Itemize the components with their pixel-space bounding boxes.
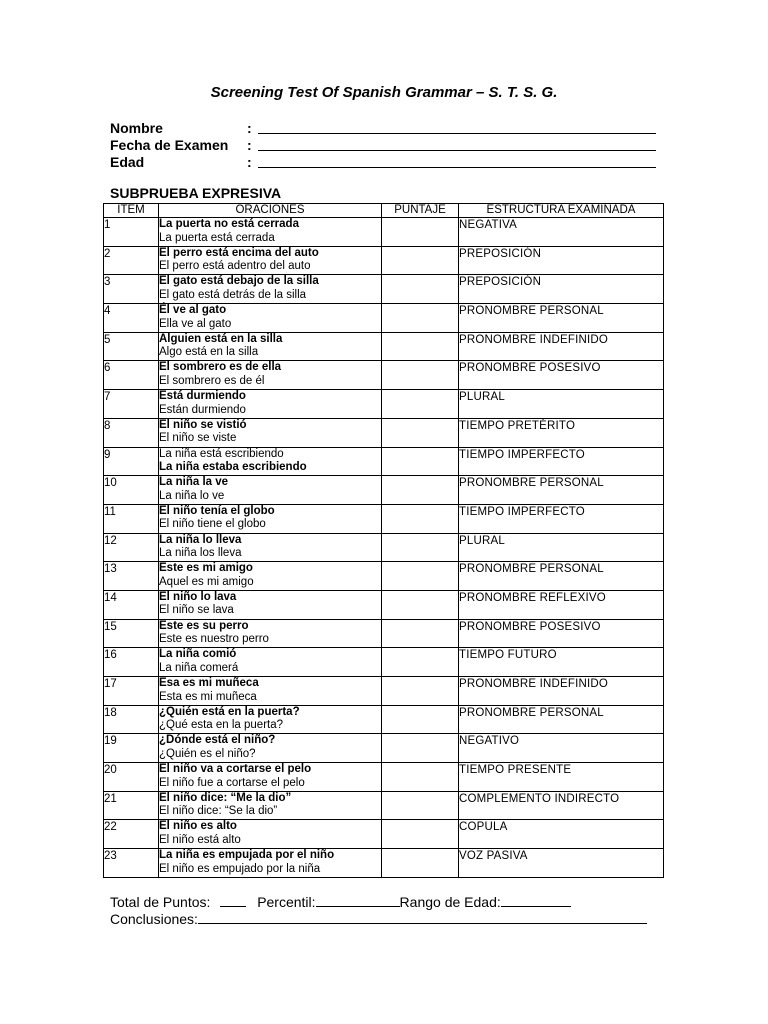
table-row [104,476,664,505]
structure-cell: TIEMPO PRESENTE [459,763,664,792]
table-row [104,533,664,562]
sentence-line-2: El niño dice: “Se la dio” [159,805,278,818]
field-label: Nombre [110,120,163,136]
sentence-line-1: Él ve al gato [159,304,227,317]
item-number: 19 [104,734,159,763]
sentence-line-1: El perro está encima del auto [159,246,319,259]
score-cell[interactable] [382,304,459,333]
sentence-cell [159,361,382,390]
sentence-line-2: El niño se viste [159,432,237,445]
score-cell[interactable] [382,275,459,304]
sentence-cell [159,619,382,648]
item-number: 9 [104,447,159,476]
sentence-cell [159,849,382,878]
item-number: 13 [104,562,159,591]
sentence-line-2: La niña comerá [159,661,239,674]
sentence-line-2: Aquel es mi amigo [159,575,254,588]
percentil-label: Percentil: [257,894,316,910]
structure-cell: NEGATIVA [459,218,664,247]
sentence-line-1: La niña comió [159,648,237,661]
structure-cell: PRONOMBRE INDEFINIDO [459,332,664,361]
score-cell[interactable] [382,820,459,849]
score-cell[interactable] [382,562,459,591]
sentence-line-1: Está durmiendo [159,390,246,403]
score-cell[interactable] [382,361,459,390]
sentence-line-1: ¿Quién está en la puerta? [159,705,300,718]
field-colon: : [247,137,252,153]
conclusiones-blank[interactable] [198,910,647,924]
sentence-line-1: Este es mi amigo [159,562,253,575]
structure-cell: PRONOMBRE PERSONAL [459,562,664,591]
score-cell[interactable] [382,590,459,619]
sentence-cell [159,275,382,304]
item-number: 6 [104,361,159,390]
table-row [104,218,664,247]
sentence-cell [159,533,382,562]
sentence-line-1: La puerta no está cerrada [159,218,299,230]
test-table [103,203,664,878]
sentence-line-1: El sombrero es de ella [159,361,282,374]
sentence-line-1: La niña es empujada por el niño [159,849,335,862]
sentence-line-2: Ella ve al gato [159,317,232,330]
field-label: Fecha de Examen [110,137,229,153]
score-cell[interactable] [382,390,459,419]
sentence-line-2: ¿Qué esta en la puerta? [159,719,284,732]
sentence-line-1: La niña está escribiendo [159,447,284,460]
sentence-cell [159,418,382,447]
sentence-cell [159,763,382,792]
item-number: 22 [104,820,159,849]
table-row [104,849,664,878]
field-fecha [110,137,670,154]
score-cell[interactable] [382,476,459,505]
total-label: Total de Puntos: [110,894,211,910]
sentence-cell [159,677,382,706]
structure-cell: TIEMPO IMPERFECTO [459,447,664,476]
field-colon: : [247,120,252,136]
field-label: Edad [110,154,145,170]
sentence-line-2: La niña estaba escribiendo [159,461,307,473]
score-cell[interactable] [382,619,459,648]
score-cell[interactable] [382,418,459,447]
sentence-line-1: El niño lo lava [159,590,237,603]
table-row [104,447,664,476]
item-number: 21 [104,791,159,820]
table-row [104,246,664,275]
sentence-line-2: El gato está detrás de la silla [159,288,307,301]
sentence-line-2: Esta es mi muñeca [159,690,257,703]
structure-cell: PREPOSICIÓN [459,246,664,275]
document-title: Screening Test Of Spanish Grammar – S. T. S. G. [210,84,558,101]
table-row [104,677,664,706]
sentence-cell [159,590,382,619]
structure-cell: PLURAL [459,533,664,562]
total-blank[interactable] [220,893,246,907]
header-puntaje: PUNTAJE [382,204,459,218]
sentence-line-2: La puerta está cerrada [159,231,275,244]
sentence-cell [159,791,382,820]
item-number: 17 [104,677,159,706]
sentence-line-2: Están durmiendo [159,403,246,416]
item-number: 12 [104,533,159,562]
structure-cell: PRONOMBRE POSESIVO [459,619,664,648]
score-cell[interactable] [382,677,459,706]
table-row [104,332,664,361]
table-row [104,562,664,591]
rango-label: Rango de Edad: [399,894,501,910]
structure-cell: PRONOMBRE REFLEXIVO [459,590,664,619]
header-oraciones: ORACIONES [159,204,382,218]
sentence-line-1: El niño es alto [159,820,237,833]
score-cell[interactable] [382,648,459,677]
sentence-line-2: El perro está adentro del auto [159,260,311,273]
sentence-line-1: La niña lo lleva [159,533,242,546]
table-body [104,218,664,878]
fecha-blank[interactable] [258,150,656,151]
sentence-cell [159,476,382,505]
sentence-line-1: Este es su perro [159,619,249,632]
table-row [104,304,664,333]
item-number: 11 [104,504,159,533]
sentence-line-2: Este es nuestro perro [159,633,269,646]
item-number: 16 [104,648,159,677]
sentence-cell [159,734,382,763]
item-number: 10 [104,476,159,505]
nombre-blank[interactable] [258,133,656,134]
table-row [104,361,664,390]
conclusions [110,910,647,927]
table-row [104,590,664,619]
table-row [104,619,664,648]
score-cell[interactable] [382,533,459,562]
structure-cell: TIEMPO FUTURO [459,648,664,677]
item-number: 5 [104,332,159,361]
sentence-line-1: El niño tenía el globo [159,504,275,517]
field-nombre [110,120,670,137]
score-summary [110,893,571,910]
sentence-cell [159,246,382,275]
rango-blank[interactable] [501,893,571,907]
score-cell[interactable] [382,447,459,476]
table-row [104,275,664,304]
table-row [104,820,664,849]
sentence-line-1: Alguien está en la silla [159,332,283,345]
score-cell[interactable] [382,705,459,734]
structure-cell: TIEMPO PRETÉRITO [459,418,664,447]
sentence-line-2: El niño se lava [159,604,234,617]
score-cell[interactable] [382,849,459,878]
sentence-line-1: El niño va a cortarse el pelo [159,763,312,776]
header-estructura: ESTRUCTURA EXAMINADA [459,204,664,218]
score-cell[interactable] [382,332,459,361]
structure-cell: PRONOMBRE POSESIVO [459,361,664,390]
structure-cell: COPULA [459,820,664,849]
item-number: 23 [104,849,159,878]
sentence-cell [159,562,382,591]
conclusiones-label: Conclusiones: [110,911,198,927]
sentence-line-1: ¿Dónde está el niño? [159,734,276,747]
section-title: SUBPRUEBA EXPRESIVA [110,185,282,201]
sentence-line-1: La niña la ve [159,476,229,489]
sentence-cell [159,332,382,361]
item-number: 15 [104,619,159,648]
sentence-line-1: El niño se vistió [159,418,247,431]
header-item: ITEM [104,204,159,218]
table-row [104,418,664,447]
field-edad [110,154,670,171]
sentence-line-2: El niño está alto [159,833,241,846]
sentence-cell [159,504,382,533]
score-cell[interactable] [382,218,459,247]
sentence-cell [159,648,382,677]
item-number: 2 [104,246,159,275]
sentence-cell [159,390,382,419]
item-number: 18 [104,705,159,734]
item-number: 3 [104,275,159,304]
table-row [104,390,664,419]
sentence-cell [159,705,382,734]
sentence-line-2: El niño es empujado por la niña [159,862,321,875]
structure-cell: PREPOSICIÓN [459,275,664,304]
sentence-line-2: ¿Quién es el niño? [159,747,256,760]
item-number: 1 [104,218,159,247]
structure-cell: VOZ PASIVA [459,849,664,878]
sentence-line-2: El sombrero es de él [159,374,265,387]
item-number: 8 [104,418,159,447]
score-cell[interactable] [382,246,459,275]
item-number: 14 [104,590,159,619]
sentence-line-2: La niña los lleva [159,547,242,560]
sentence-cell [159,218,382,247]
sentence-cell [159,820,382,849]
sentence-cell [159,447,382,476]
sentence-line-1: Esa es mi muñeca [159,677,259,689]
patient-info [110,120,670,171]
table-row [104,791,664,820]
structure-cell: PRONOMBRE PERSONAL [459,476,664,505]
edad-blank[interactable] [258,167,656,168]
score-cell[interactable] [382,791,459,820]
structure-cell: TIEMPO IMPERFECTO [459,504,664,533]
table-row [104,648,664,677]
table-row [104,504,664,533]
sentence-line-2: La niña lo ve [159,489,225,502]
sentence-line-1: El gato está debajo de la silla [159,275,319,288]
structure-cell: PLURAL [459,390,664,419]
percentil-blank[interactable] [316,893,400,907]
item-number: 4 [104,304,159,333]
field-colon: : [247,154,252,170]
structure-cell: NEGATIVO [459,734,664,763]
table-row [104,763,664,792]
item-number: 7 [104,390,159,419]
sentence-line-1: El niño dice: “Me la dio” [159,791,292,804]
sentence-line-2: El niño tiene el globo [159,518,266,531]
structure-cell: COMPLEMENTO INDIRECTO [459,791,664,820]
table-row [104,705,664,734]
sentence-line-2: Algo está en la silla [159,346,259,359]
structure-cell: PRONOMBRE PERSONAL [459,304,664,333]
table-row [104,734,664,763]
item-number: 20 [104,763,159,792]
score-cell[interactable] [382,763,459,792]
score-cell[interactable] [382,734,459,763]
sentence-line-2: El niño fue a cortarse el pelo [159,776,305,789]
structure-cell: PRONOMBRE INDEFINIDO [459,677,664,706]
score-cell[interactable] [382,504,459,533]
table-header-row [104,204,664,218]
sentence-cell [159,304,382,333]
structure-cell: PRONOMBRE PERSONAL [459,705,664,734]
